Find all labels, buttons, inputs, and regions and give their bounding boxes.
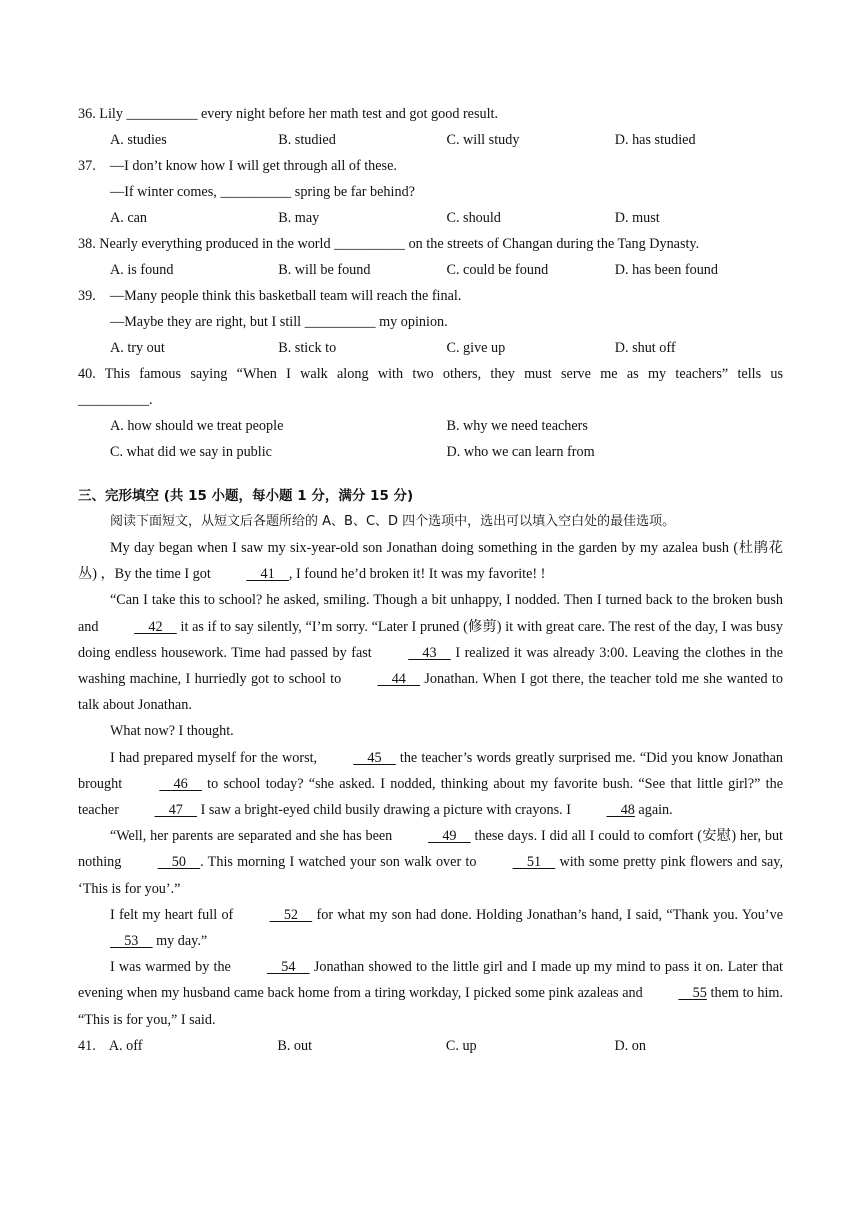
- option-c: C. could be found: [446, 262, 549, 278]
- blank-46: 46: [159, 775, 202, 792]
- paragraph-1: My day began when I saw my six-year-old son Jonathan doing something in the garden by my azalea bush (杜鹃花丛) ，By the time I got 41 , I found he’d broken it! It was my favorite! !: [78, 535, 783, 587]
- option-d: D. must: [614, 210, 660, 226]
- blank-41: 41: [246, 566, 289, 583]
- option-b: B. studied: [278, 132, 336, 148]
- option-c: C. up: [445, 1037, 477, 1054]
- option-d: D. who we can learn from: [446, 444, 595, 460]
- question-39-options: [78, 335, 783, 361]
- question-41-options: [78, 1033, 783, 1059]
- option-a: A. is found: [110, 262, 174, 278]
- question-39-stem: 39. —Many people think this basketball team will reach the final.: [78, 288, 462, 304]
- paragraph-4: I had prepared myself for the worst, 45 the teacher’s words greatly surprised me. “Did you know Jonathan brought 46 to school today? “she asked. I nodded, thinking about my favorite bush. “See that little girl?” the teacher 47 I saw a bright-eyed child busily drawing a picture with crayons. I 48 again.: [78, 745, 783, 824]
- option-b: B. stick to: [278, 340, 337, 356]
- paragraph-5: “Well, her parents are separated and she has been 49 these days. I did all I could to comfort (安慰) her, but nothing 50 . This morning I watched your son walk over to 51 with some pretty pink flowers and say, ‘This is for you’.”: [78, 823, 783, 902]
- blank-53: 53: [110, 933, 153, 950]
- option-b: B. will be found: [278, 262, 371, 278]
- blank-47: 47: [154, 802, 198, 819]
- question-37-stem-2: —If winter comes, __________ spring be far behind?: [110, 184, 415, 200]
- question-39-stem-2: —Maybe they are right, but I still __________ my opinion.: [110, 314, 448, 330]
- option-b: B. why we need teachers: [446, 418, 588, 434]
- option-a: A. can: [110, 210, 148, 226]
- question-36-stem: 36. Lily __________ every night before her math test and got good result.: [78, 106, 499, 122]
- blank-51: 51: [512, 854, 556, 871]
- option-d: D. on: [614, 1037, 646, 1054]
- paragraph-2: “Can I take this to school? he asked, smiling. Though a bit unhappy, I nodded. Then I turned back to the broken bush and 42 it as if to say silently, “I’m sorry. “Later I pruned (修剪) it with great care. The rest of the day, I was busy doing endless housework. Time had passed by fast 43 I realized it was already 3:00. Leaving the clothes in the washing machine, I hurriedly got to school to 44 Jonathan. When I got there, the teacher told me she wanted to talk about Jonathan.: [78, 592, 783, 714]
- question-37-stem: 37. —I don’t know how I will get through all of these.: [78, 158, 397, 174]
- exam-page: [78, 101, 783, 1059]
- question-36-options: [78, 127, 783, 153]
- option-d: D. has studied: [614, 132, 696, 148]
- option-b: B. may: [278, 210, 320, 226]
- question-38-options: [78, 257, 783, 283]
- option-c: C. should: [446, 210, 501, 226]
- blank-48: 48: [606, 802, 635, 819]
- section-heading: 三、完形填空 (共 15 小题，每小题 1 分，满分 15 分): [78, 488, 414, 504]
- question-38-stem: 38. Nearly everything produced in the world __________ on the streets of Changan during the Tang Dynasty.: [78, 236, 700, 252]
- option-a: A. how should we treat people: [110, 418, 284, 434]
- option-c: C. give up: [446, 340, 506, 356]
- option-c: C. what did we say in public: [110, 444, 272, 460]
- blank-52: 52: [269, 906, 313, 923]
- blank-49: 49: [428, 828, 471, 845]
- question-40-options-row-2: [78, 439, 783, 465]
- question-40-stem: 40. This famous saying “When I walk along with two others, they must serve me as my teachers” tells us: [78, 366, 783, 382]
- blank-50: 50: [157, 854, 201, 871]
- section-instruction: 阅读下面短文，从短文后各题所给的 A、B、C、D 四个选项中，选出可以填入空白处的最佳选项。: [110, 514, 676, 529]
- paragraph-7: I was warmed by the 54 Jonathan showed to the little girl and I made up my mind to pass it on. Later that evening when my husband came back home from a tiring workday, I picked some pink azaleas and 55 them to him. “This is for you,” I said.: [78, 954, 783, 1033]
- question-40-options-row-1: [78, 413, 783, 439]
- question-40-stem-2: __________.: [78, 392, 153, 408]
- option-a: A. try out: [110, 340, 165, 356]
- blank-44: 44: [377, 671, 421, 688]
- blank-42: 42: [134, 618, 177, 635]
- option-d: D. shut off: [614, 340, 676, 356]
- blank-55: 55: [678, 985, 707, 1002]
- blank-43: 43: [408, 644, 451, 661]
- cloze-passage: [78, 535, 783, 1033]
- option-c: C. will study: [446, 132, 520, 148]
- question-41-number: 41.: [78, 1037, 96, 1054]
- paragraph-3: What now? I thought.: [110, 723, 234, 740]
- option-a: A. off: [108, 1037, 143, 1054]
- option-b: B. out: [277, 1037, 313, 1054]
- blank-54: 54: [267, 959, 310, 976]
- option-d: D. has been found: [614, 262, 718, 278]
- blank-45: 45: [353, 749, 396, 766]
- option-a: A. studies: [110, 132, 167, 148]
- question-37-options: [78, 205, 783, 231]
- paragraph-6: I felt my heart full of 52 for what my son had done. Holding Jonathan’s hand, I said, “Thank you. You’ve 53 my day.”: [78, 902, 783, 954]
